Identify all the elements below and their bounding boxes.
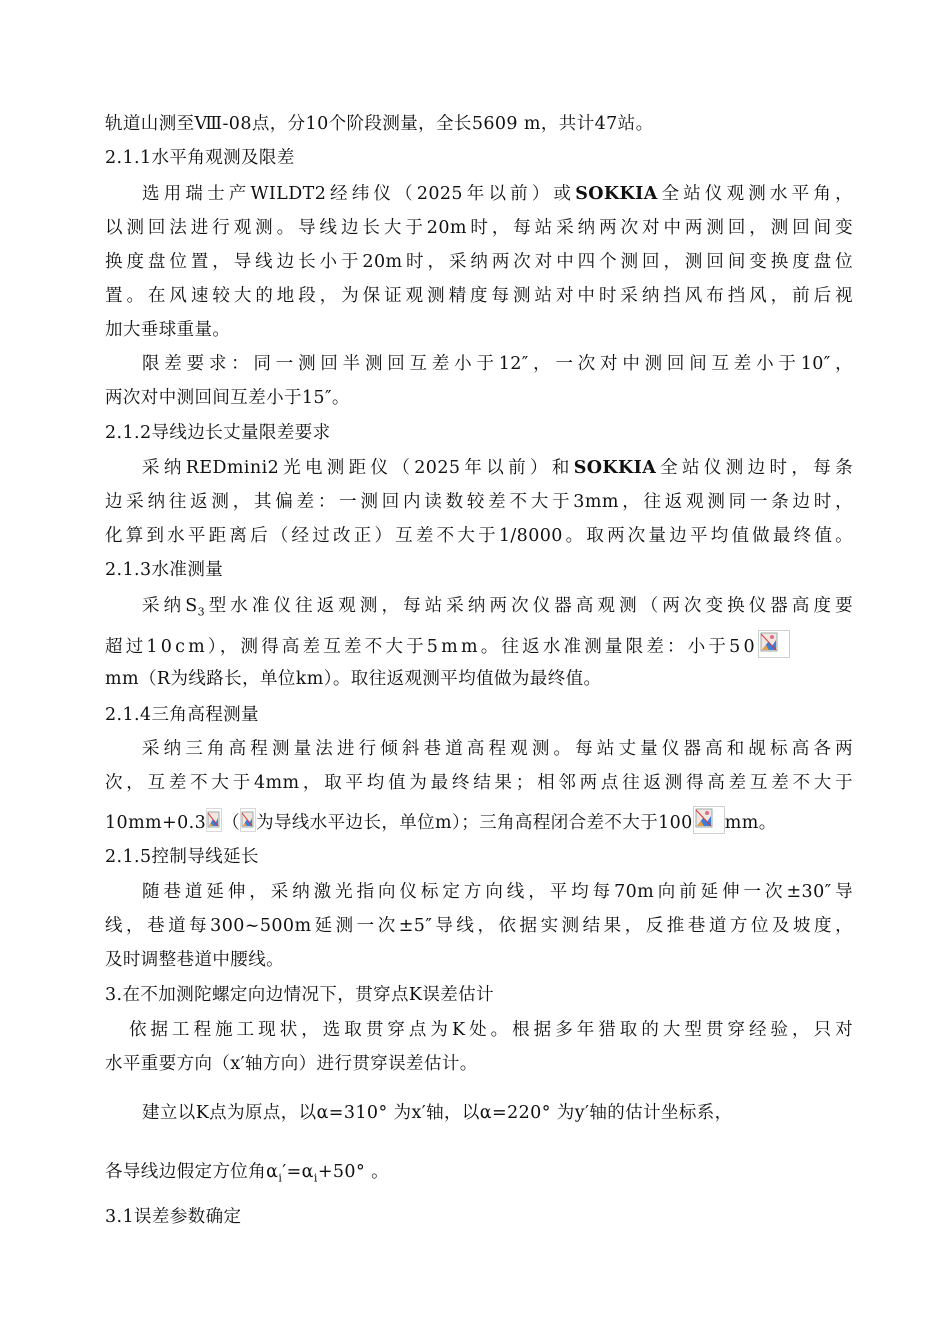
paragraph-line: 限差要求：同一测回半测回互差小于12″，一次对中测回间互差小于10″， (142, 354, 853, 374)
paragraph-line: 10mm+0.3 （ 为导线水平边长，单位m）；三角高程闭合差不大于100 mm。 (105, 806, 777, 835)
section-heading-2-1-2: 2.1.2导线边长丈量限差要求 (105, 423, 331, 443)
paragraph-line: 依据工程施工现状，选取贯穿点为K处。根据多年猎取的大型贯穿经验，只对 (129, 1020, 853, 1040)
paragraph-line: 水平重要方向（x′轴方向）进行贯穿误差估计。 (105, 1054, 478, 1074)
broken-image-icon (240, 808, 256, 832)
paragraph-line: 选用瑞士产WILDT2经纬仪（2025年以前）或SOKKIA全站仪观测水平角， (142, 184, 853, 204)
paragraph-line: 化算到水平距离后（经过改正）互差不大于1/8000。取两次量边平均值做最终值。 (105, 526, 853, 546)
paragraph-line: 以测回法进行观测。导线边长大于20m时，每站采纳两次对中两测回，测回间变 (105, 218, 853, 238)
paragraph-line: 建立以K点为原点，以α=310° 为x′轴，以α=220° 为y′轴的估计坐标系， (142, 1103, 733, 1123)
paragraph-line: 随巷道延伸，采纳激光指向仪标定方向线，平均每70m向前延伸一次±30″导 (142, 882, 853, 902)
paragraph-line: 边采纳往返测，其偏差：一测回内读数较差不大于3mm，往返观测同一条边时， (105, 492, 853, 512)
paragraph-line: 置。在风速较大的地段，为保证观测精度每测站对中时采纳挡风布挡风，前后视 (105, 286, 853, 306)
paragraph-line: 各导线边假定方位角$\alpha_i'=\alpha_i+50^\circ$ 。 (105, 1162, 389, 1185)
paragraph-line: 加大垂球重量。 (105, 320, 231, 340)
broken-image-icon (206, 808, 222, 832)
paragraph-line: 采纳REDmini2光电测距仪（2025年以前）和SOKKIA全站仪测边时，每条 (142, 458, 853, 478)
paragraph-line: 轨道山测至Ⅷ-08点，分10个阶段测量，全长5609 m，共计47站。 (105, 114, 654, 134)
paragraph-line: mm（R为线路长，单位km）。取往返观测平均值做为最终值。 (105, 669, 602, 689)
paragraph-line: 线，巷道每300~500m延测一次±5″导线，依据实测结果，反推巷道方位及坡度， (105, 916, 853, 936)
broken-image-icon (693, 806, 725, 834)
section-heading-3: 3.在不加测陀螺定向边情况下，贯穿点K误差估计 (105, 985, 494, 1005)
paragraph-line: 换度盘位置，导线边长小于20m时，采纳两次对中四个测回，测回间变换度盘位 (105, 252, 853, 272)
paragraph-line: 两次对中测回间互差小于15″。 (105, 388, 350, 408)
paragraph-line: 采纳三角高程测量法进行倾斜巷道高程观测。每站丈量仪器高和觇标高各两 (142, 739, 853, 759)
broken-image-icon (758, 630, 790, 658)
paragraph-line: 次，互差不大于4mm，取平均值为最终结果；相邻两点往返测得高差互差不大于 (105, 773, 853, 793)
section-heading-2-1-3: 2.1.3水准测量 (105, 560, 224, 580)
paragraph-line: 采纳$S_3$型水准仪往返观测，每站采纳两次仪器高观测（两次变换仪器高度要 (142, 596, 853, 619)
section-heading-2-1-1: 2.1.1水平角观测及限差 (105, 148, 295, 168)
paragraph-line: 及时调整巷道中腰线。 (105, 950, 284, 970)
paragraph-line: 超过10cm），测得高差互差不大于5mm。往返水准测量限差：小于50 (105, 630, 845, 659)
section-heading-3-1: 3.1误差参数确定 (105, 1207, 242, 1227)
section-heading-2-1-5: 2.1.5控制导线延长 (105, 847, 259, 867)
section-heading-2-1-4: 2.1.4三角高程测量 (105, 705, 259, 725)
